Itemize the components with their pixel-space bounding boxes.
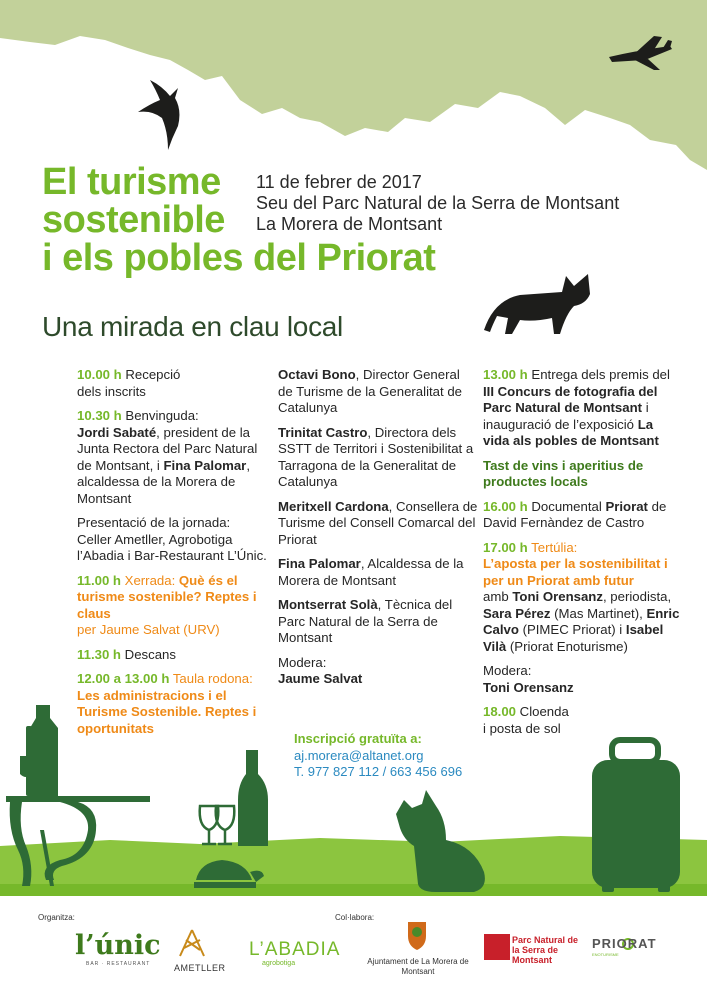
- event-date: 11 de febrer de 2017: [256, 172, 422, 192]
- program-item: 13.00 h Entrega dels premis del III Concurs de fotografia del Parc Natural de Montsant i inauguració de l’exposició La vida als pobles de Montsant: [483, 367, 670, 448]
- logo-parc-natural: Parc Natural de la Serra de Montsant: [512, 935, 579, 965]
- title-line-1: El turisme: [42, 161, 221, 203]
- program-item: Presentació de la jornada: Celler Ametller, Agrobotiga l’Abadia i Bar-Restaurant L’Únic.: [77, 515, 267, 563]
- fox-silhouette-icon: [484, 274, 590, 334]
- swallow-bird-icon: [138, 80, 179, 150]
- panelist: Meritxell Cardona, Consellera de Turisme del Consell Comarcal del Priorat: [278, 498, 478, 547]
- poster-subtitle: Una mirada en clau local: [42, 311, 343, 342]
- registration-title: Inscripció gratuïta a:: [294, 731, 422, 746]
- panelist: Montserrat Solà, Tècnica del Parc Natural de la Serra de Montsant: [278, 597, 453, 645]
- logo-labadia-sub: agrobotiga: [262, 960, 296, 967]
- program-item: 12.00 a 13.00 h Taula rodona: Les administracions i el Turisme Sostenible. Reptes i oportunitats: [77, 671, 257, 736]
- mountain-silhouette: [0, 0, 707, 170]
- logo-ametller: AMETLLER: [174, 963, 226, 973]
- program-column-1: [77, 367, 267, 745]
- title-line-3: i els pobles del Priorat: [42, 237, 436, 279]
- program-column-3: [483, 367, 683, 745]
- registration-contact: [294, 731, 462, 781]
- event-venue: Seu del Parc Natural de la Serra de Montsant: [256, 193, 620, 213]
- logo-lunic: l’únic: [75, 930, 161, 961]
- panelist: Fina Palomar, Alcaldessa de la Morera de Montsant: [278, 556, 464, 588]
- program-column-2: [278, 367, 478, 696]
- event-info: [256, 172, 619, 235]
- logo-priorat: PRIORAT: [592, 936, 657, 951]
- program-item: 11.30 h Descans: [77, 646, 176, 662]
- logo-priorat-sub: ENOTURISME: [592, 952, 619, 957]
- program-item: 17.00 h Tertúlia: L’aposta per la sostenibilitat i per un Priorat amb futur amb Toni Orensanz, periodista, Sara Pérez (Mas Martinet), Enric Calvo (PIMEC Priorat) i Isabel Vilà (Priorat Enoturisme): [483, 539, 680, 654]
- program-item: 10.30 h Benvinguda: Jordi Sabaté, president de la Junta Rectora del Parc Natural de Montsant, i Fina Palomar, alcaldessa de la Morera de Montsant: [77, 408, 258, 506]
- col-labora-label: Col·labora:: [335, 913, 375, 922]
- moderator: Modera: Toni Orensanz: [483, 663, 574, 695]
- panelist: Trinitat Castro, Directora dels SSTT de Territori i Sostenibilitat a Tarragona de la Generalitat de Catalunya: [278, 424, 474, 489]
- parc-logo-mark: [484, 934, 510, 960]
- organitza-label: Organitza:: [38, 913, 75, 922]
- moderator: Modera: Jaume Salvat: [278, 654, 363, 686]
- suitcase-icon: [592, 740, 680, 892]
- program-item: 10.00 h Recepció dels inscrits: [77, 367, 181, 399]
- wine-glasses-icon: [200, 806, 235, 844]
- program-item: 11.00 h Xerrada: Què és el turisme sostenible? Reptes i claus per Jaume Salvat (URV): [77, 572, 257, 637]
- wine-bottle-icon: [238, 750, 268, 846]
- ajuntament-shield-icon: [408, 922, 426, 950]
- registration-phone: T. 977 827 112 / 663 456 696: [294, 764, 463, 779]
- logo-lunic-sub: BAR · RESTAURANT: [86, 961, 151, 967]
- logo-labadia: L’ABADIA: [249, 939, 341, 960]
- program-item: 16.00 h Documental Priorat de David Fernàndez de Castro: [483, 498, 667, 530]
- event-town: La Morera de Montsant: [256, 214, 443, 234]
- program-item: 18.00 Cloenda i posta de sol: [483, 704, 569, 736]
- logo-ajuntament: Ajuntament de La Morera de Montsant: [367, 957, 469, 976]
- title-line-2: sostenible: [42, 199, 225, 241]
- panelist: Octavi Bono, Director General de Turisme de la Generalitat de Catalunya: [278, 367, 462, 415]
- ametller-logo-mark: [180, 930, 204, 956]
- registration-email[interactable]: aj.morera@altanet.org: [294, 747, 424, 763]
- program-item: Tast de vins i aperitius de productes locals: [483, 457, 644, 489]
